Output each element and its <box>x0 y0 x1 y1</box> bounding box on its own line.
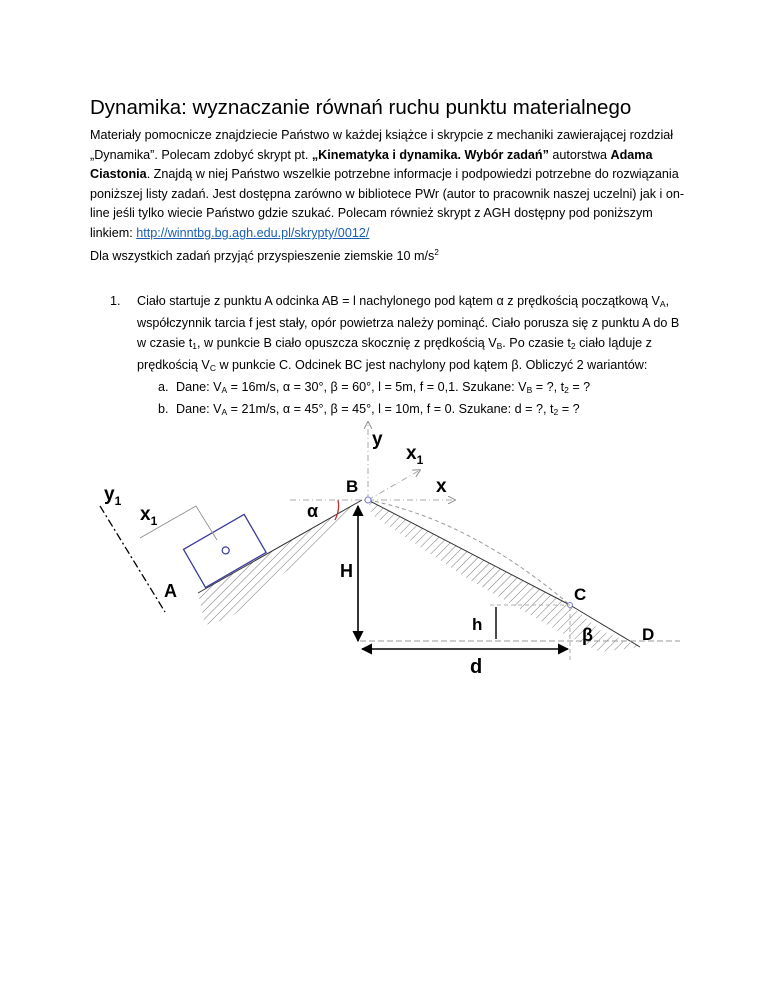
book-title: „Kinematyka i dynamika. Wybór zadań” <box>311 147 549 162</box>
label-y1: $y_1$ <box>104 484 122 508</box>
gravity-text: Dla wszystkich zadań przyjąć przyspieszenie ziemskie 10 m/s <box>90 249 435 264</box>
task-text: w punkcie C. Odcinek BC jest nachylony pod kątem β. Obliczyć 2 wariantów: <box>215 357 648 372</box>
task-text: , współczynnik tarcia f jest stały, opór powietrza należy pominąć. Ciało porusza się z punktu A do B w czasie t <box>137 294 680 350</box>
variant-label: a. <box>158 380 169 395</box>
label-b: B <box>346 477 359 496</box>
page-title: Dynamika: wyznaczanie równań ruchu punktu materialnego <box>90 96 632 119</box>
label-x1-top: $x_1$ <box>406 443 424 467</box>
label-alpha: α <box>307 501 319 521</box>
author-name: Adama Ciastonia <box>90 147 653 182</box>
label-y: y <box>372 429 383 450</box>
label-a: A <box>164 581 177 601</box>
task-text: Ciało startuje z punktu A odcinka AB = l nachylonego pod kątem α z prędkością początkową V <box>137 294 660 308</box>
label-small-h: h <box>472 615 483 634</box>
task-sub: 1 <box>192 340 198 351</box>
variant-text: = 21m/s, α = 45°, β = 45°, l = 10m, f = 0. Szukane: d = ?, t <box>227 402 554 417</box>
script-link[interactable]: http://winntbg.bg.agh.edu.pl/skrypty/0012/ <box>136 225 370 240</box>
label-x: x <box>436 476 447 497</box>
variant-text: Dane: V <box>176 380 222 395</box>
label-beta: β <box>582 625 593 645</box>
variant-text: = ?, t <box>532 380 565 395</box>
variant-label: b. <box>158 402 169 417</box>
variant-text: = 16m/s, α = 30°, β = 60°, l = 5m, f = 0,1. Szukane: V <box>227 380 527 395</box>
variant-sub: 2 <box>564 385 569 396</box>
x1-axis <box>368 470 420 500</box>
variant-text: = ? <box>558 402 580 417</box>
task-sub: A <box>659 299 666 309</box>
variant-text: = ? <box>568 380 591 395</box>
variant-sub: B <box>526 385 533 396</box>
task-number: 1. <box>110 294 121 308</box>
point-b <box>365 497 371 503</box>
task-text: . Po czasie t <box>502 335 571 350</box>
label-c: C <box>574 585 587 604</box>
intro-text-1: Materiały pomocnicze znajdziecie Państwo w każdej książce i skrypcie z mechaniki zawierającej rozdział „Dynamika”. Polecam zdobyć skrypt pt. <box>90 128 674 162</box>
label-d-point: D <box>642 625 655 644</box>
x1-dimension-tick <box>196 506 217 540</box>
label-d: d <box>470 656 483 678</box>
task-sub: C <box>209 362 216 373</box>
landing-slope <box>368 500 570 605</box>
landing-hatch <box>368 500 640 652</box>
task-text: ciało ląduje z prędkością V <box>137 335 652 372</box>
task-sub: 2 <box>570 340 576 351</box>
label-x1-left: $x_1$ <box>140 504 158 528</box>
variant-sub: 2 <box>553 407 559 418</box>
task-text: , w punkcie B ciało opuszcza skocznię z prędkością V <box>197 335 497 350</box>
variant-sub: A <box>221 407 228 418</box>
intro-text-3: . Znajdą w niej Państwo wszelkie potrzebne informacje i podpowiedzi potrzebne do rozwiązania poniższej listy zadań. Jest dostępna zarówno w bibliotece PWr (autor to pracownik naszej uczelni) jak i on-line jeśli tylko wiecie Państwo gdzie szukać. Polecam również skrypt z AGH dostępny pod poniższym linkiem: <box>90 167 685 240</box>
label-h: H <box>340 561 353 581</box>
variant-text: Dane: V <box>176 402 222 417</box>
gravity-exponent: 2 <box>434 248 439 257</box>
intro-text-2: autorstwa <box>548 147 611 162</box>
variant-sub: A <box>221 385 228 396</box>
task-sub: B <box>496 340 503 351</box>
